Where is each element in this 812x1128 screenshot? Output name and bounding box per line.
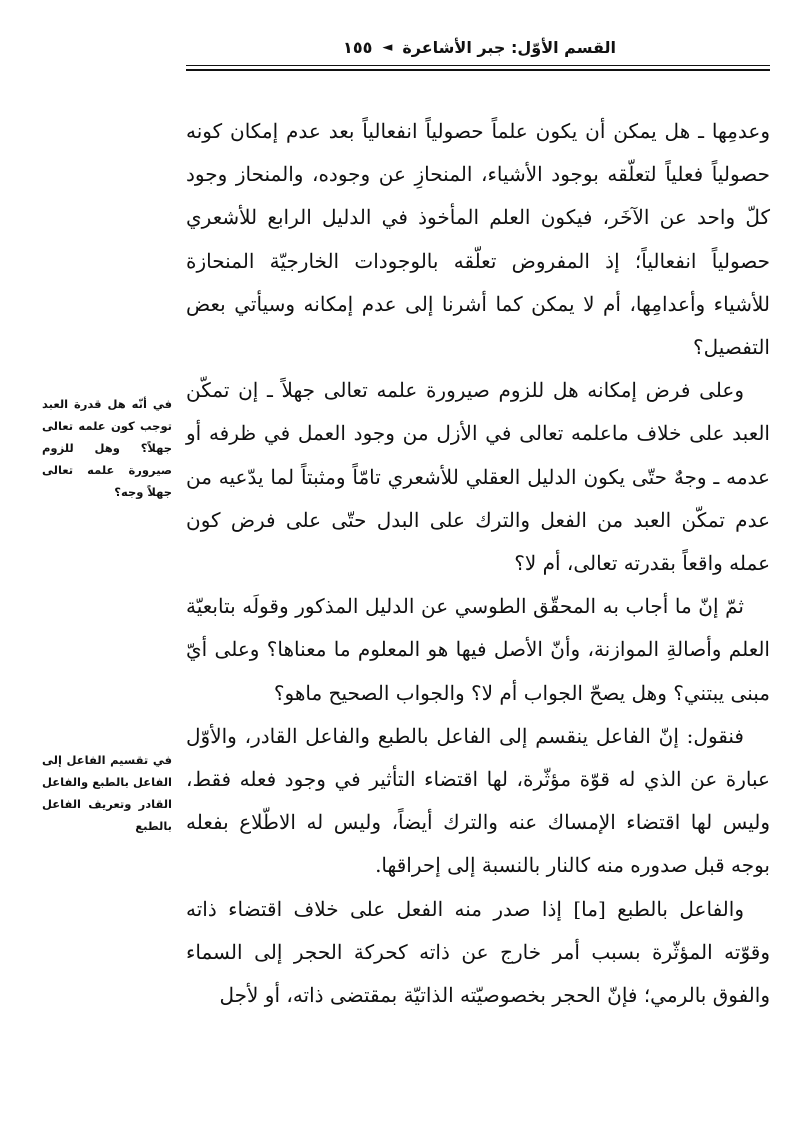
header-title: القسم الأوّل: جبر الأشاعرة xyxy=(402,37,616,57)
side-note-1: في أنّه هل قدرة العبد توجب كون علمه تعالى جهلاً؟ وهل للزوم صيرورة علمه تعالى جهلاً وجه؟ xyxy=(42,397,172,499)
side-note-2: في تقسيم الفاعل إلى الفاعل بالطبع والفاعل القادر وتعريف الفاعل بالطبع xyxy=(42,753,172,833)
paragraph-1: وعدمِها ـ هل يمكن أن يكون علماً حصولياً انفعالياً بعد عدم إمكان كونه حصولياً فعلياً لتعلّقه بوجود الأشياء، المنحازِ عن وجوده، والمنحاز وجود كلّ واحد عن الآخَر، فيكون العلم المأخوذ في الدليل الرابع للأشعري حصولياً انفعالياً؛ إذ المفروض تعلّقه بالوجودات الخارجيّة المنحازة للأشياء وأعدامِها، أم لا يمكن كما أشرنا إلى عدم إمكانه وسيأتي بعض التفصيل؟ xyxy=(186,119,770,360)
paragraph-5: والفاعل بالطبع [ما] إذا صدر منه الفعل على خلاف اقتضاء ذاته وقوّته المؤثّرة بسبب أمر خارج عن ذاته كحركة الحجر إلى السماء والفوق بالرمي؛ فإنّ الحجر بخصوصيّته الذاتيّة بمقتضى ذاته، أو لأجل xyxy=(186,896,770,1008)
paragraph-2: وعلى فرض إمكانه هل للزوم صيرورة علمه تعالى جهلاً ـ إن تمكّن العبد على خلاف ماعلمه تعالى في الأزل من وجود العمل في ظرفه أو عدمه ـ وجهٌ حتّى يكون الدليل العقلي للأشعري تامّاً ومثبتاً لما يدّعيه من عدم تمكّن العبد من الفعل والترك على البدل حتّى على فرض كون عمله واقعاً بقدرته تعالى، أم لا؟ xyxy=(186,378,770,576)
main-text xyxy=(186,110,770,1017)
paragraph-4: فنقول: إنّ الفاعل ينقسم إلى الفاعل بالطبع والفاعل القادر، والأوّل عبارة عن الذي له قوّة مؤثّرة، لها اقتضاء التأثير في وجود فعله فقط، وليس لها اقتضاء الإمساك عنه والترك أيضاً، وليس له الاطّلاع بفعله بوجه قبل صدوره منه كالنار بالنسبة إلى إحراقها. xyxy=(186,723,770,878)
pointer-icon: ◄ xyxy=(382,39,393,55)
header-rule-thin xyxy=(186,65,770,66)
header-rule-thick xyxy=(186,69,770,71)
page-number: ١٥٥ xyxy=(343,37,373,57)
running-header xyxy=(186,34,616,60)
paragraph-3: ثمّ إنّ ما أجاب به المحقّق الطوسي عن الدليل المذكور وقولَه بتابعيّة العلم وأصالةِ الموازنة، وأنّ الأصل فيها هو المعلوم ما معناها؟ وعلى أيّ مبنى يبتني؟ وهل يصحّ الجواب أم لا؟ والجواب الصحيح ماهو؟ xyxy=(186,594,770,705)
